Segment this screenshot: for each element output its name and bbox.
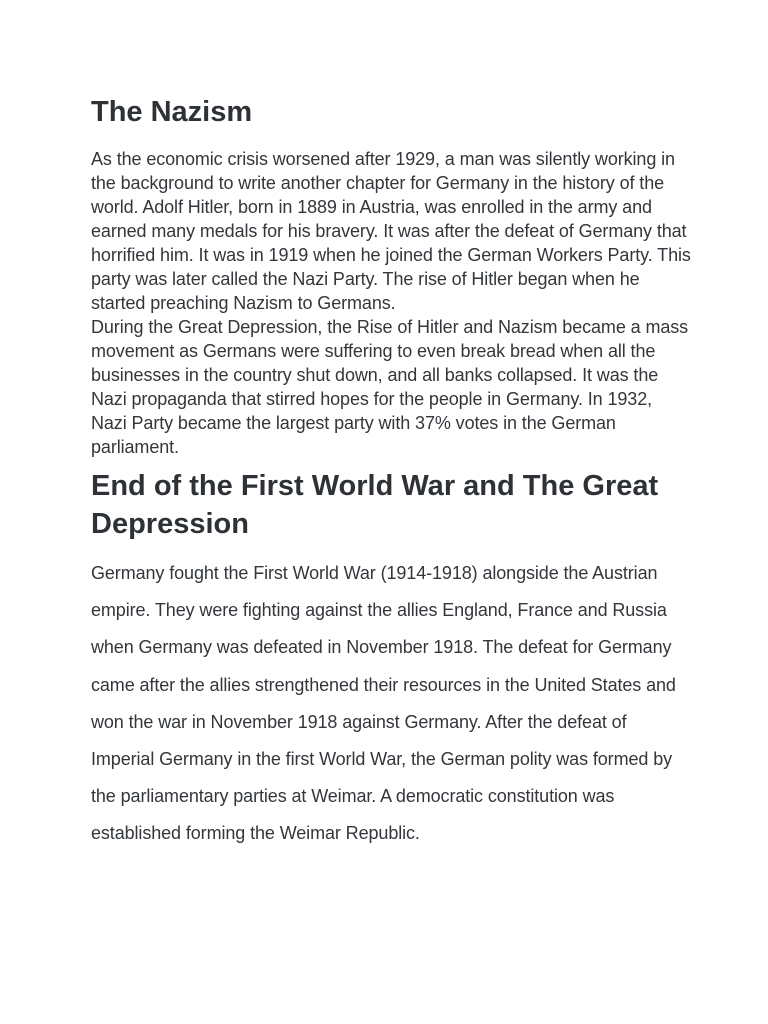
paragraph-first-world-war: Germany fought the First World War (1914-1918) alongside the Austrian empire. They were fighting against the allies England, France and Russia when Germany was defeated in November 1918. The defeat for Germany came after the allies strengthened their resources in the United States and won the war in November 1918 against Germany. After the defeat of Imperial Germany in the first World War, the German polity was formed by the parliamentary parties at Weimar. A democratic constitution was established forming the Weimar Republic. [91, 563, 676, 844]
section-heading-nazism: The Nazism [91, 96, 253, 128]
paragraph-great-depression: During the Great Depression, the Rise of Hitler and Nazism became a mass movement as Germans were suffering to even break bread when all the businesses in the country shut down, and all banks collapsed. It was the Nazi propaganda that stirred hopes for the people in Germany. In 1932, Nazi Party became the largest party with 37% votes in the German parliament. [91, 317, 689, 457]
section-heading-first-world-war: End of the First World War and The Great Depression [91, 470, 659, 540]
paragraph-hitler-rise: As the economic crisis worsened after 1929, a man was silently working in the background to write another chapter for Germany in the history of the world. Adolf Hitler, born in 1889 in Austria, was enrolled in the army and earned many medals for his bravery. It was after the defeat of Germany that horrified him. It was in 1919 when he joined the German Workers Party. This party was later called the Nazi Party. The rise of Hitler began when he started preaching Nazism to Germans. [91, 149, 691, 313]
document-page [91, 92, 691, 853]
